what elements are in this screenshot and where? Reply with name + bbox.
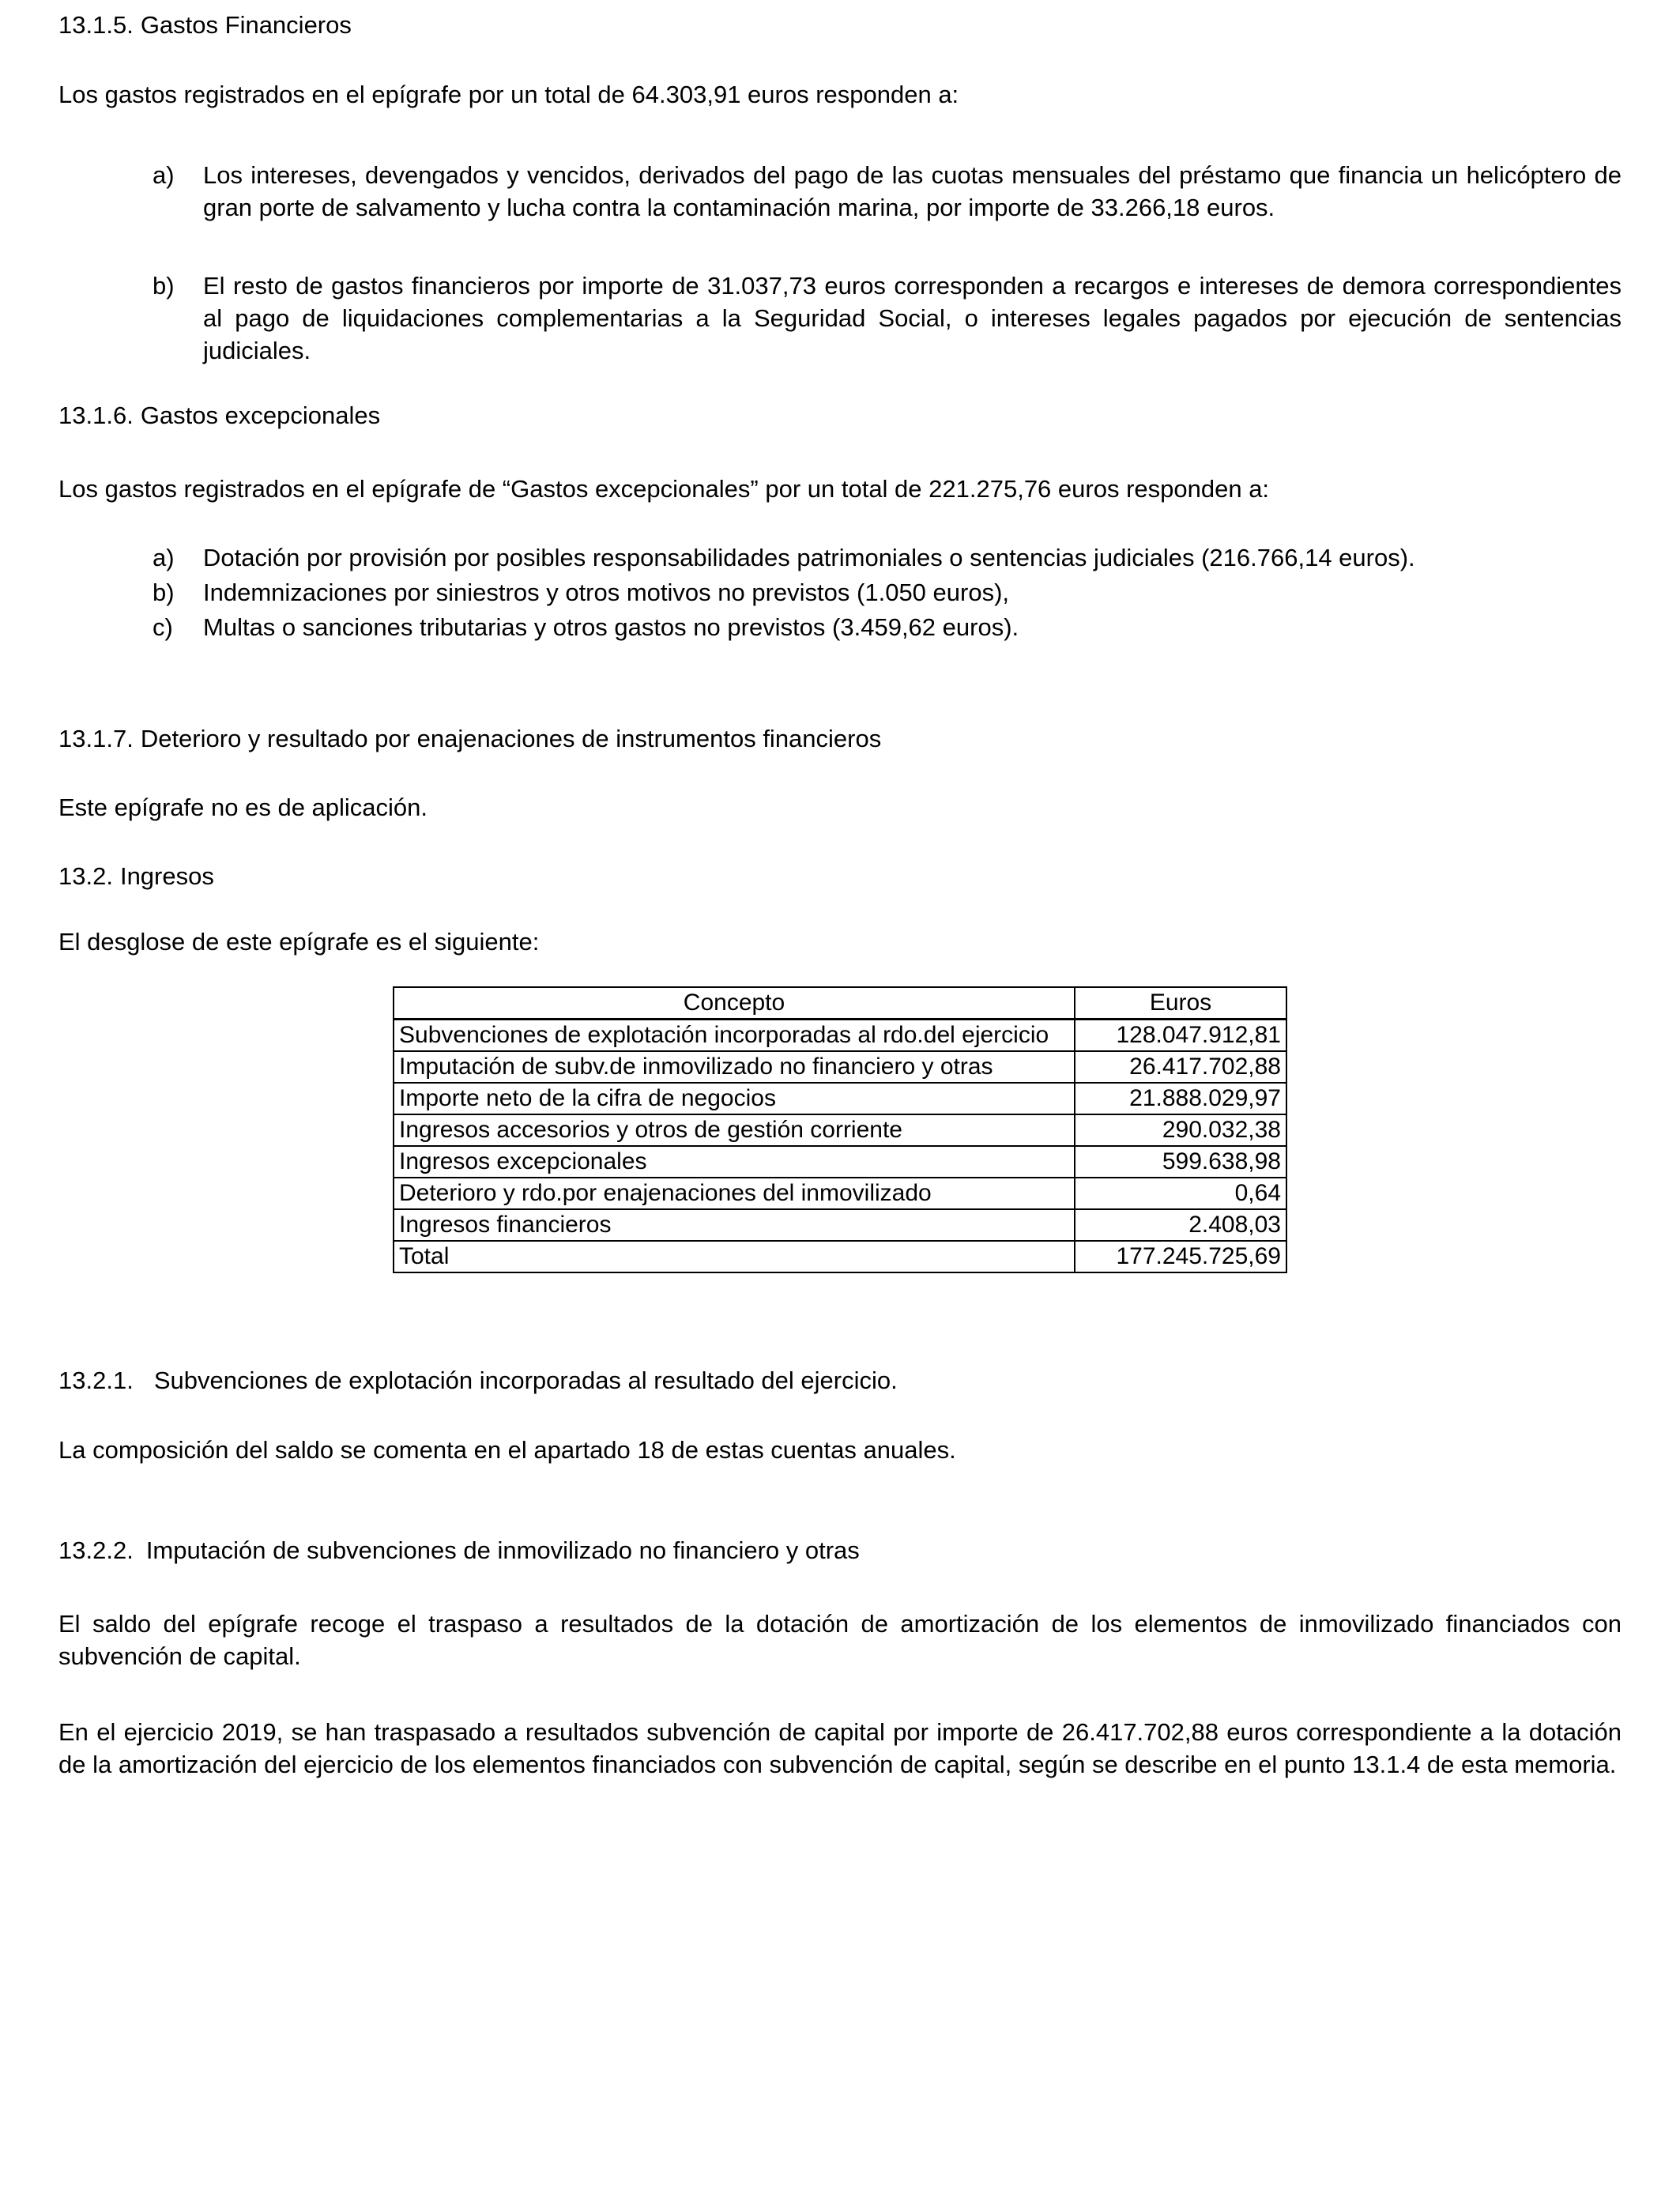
table-header-euros: Euros [1075,987,1286,1020]
cell-euros: 2.408,03 [1075,1209,1286,1241]
cell-euros: 26.417.702,88 [1075,1051,1286,1083]
section-number: 13.2.2. [58,1536,134,1564]
ingresos-table [393,986,1287,1273]
section-number: 13.2. [58,862,113,890]
table-row [394,1051,1286,1083]
cell-concepto: Importe neto de la cifra de negocios [394,1083,1075,1114]
cell-euros: 177.245.725,69 [1075,1241,1286,1272]
table-row [394,1083,1286,1114]
paragraph-gastos-excepcionales-intro: Los gastos registrados en el epígrafe de “Gastos excepcionales” por un total de 221.275,76 euros responden a: [58,475,1270,503]
section-heading-13-1-5 [58,9,1622,41]
section-heading-13-1-6 [58,399,1622,432]
section-title: Subvenciones de explotación incorporadas al resultado del ejercicio. [153,1367,898,1394]
section-heading-13-2-2 [58,1534,1622,1566]
list-text: El resto de gastos financieros por importe de 31.037,73 euros corresponden a recargos e intereses de demora correspondientes al pago de liquidaciones complementarias a la Seguridad Social, o intereses legales pagados por ejecución de sentencias judiciales. [203,272,1622,364]
table-row [394,1209,1286,1241]
table-row [394,1241,1286,1272]
cell-concepto: Deterioro y rdo.por enajenaciones del inmovilizado [394,1178,1075,1209]
paragraph-ejercicio-2019: En el ejercicio 2019, se han traspasado a resultados subvención de capital por importe de 26.417.702,88 euros correspondiente a la dotación de la amortización del ejercicio de los elementos financiados con subvención de capital, según se describe en el punto 13.1.4 de esta memoria. [58,1718,1622,1778]
section-title: Gastos Financieros [140,11,352,39]
paragraph-no-aplicacion: Este epígrafe no es de aplicación. [58,794,428,821]
cell-concepto: Ingresos accesorios y otros de gestión corriente [394,1114,1075,1146]
section-title: Imputación de subvenciones de inmovilizado no financiero y otras [145,1536,860,1564]
cell-concepto: Ingresos financieros [394,1209,1075,1241]
section-title: Deterioro y resultado por enajenaciones de instrumentos financieros [140,725,882,752]
section-number: 13.1.6. [58,401,134,429]
list-text: Indemnizaciones por siniestros y otros motivos no previstos (1.050 euros), [203,579,1010,606]
paragraph-gastos-financieros-intro: Los gastos registrados en el epígrafe por un total de 64.303,91 euros responden a: [58,81,959,108]
list-text: Multas o sanciones tributarias y otros gastos no previstos (3.459,62 euros). [203,613,1019,641]
table-row [394,1114,1286,1146]
cell-euros: 21.888.029,97 [1075,1083,1286,1114]
table-row [394,1178,1286,1209]
list-marker: a) [153,544,175,571]
section-number: 13.1.5. [58,11,134,39]
cell-euros: 128.047.912,81 [1075,1020,1286,1052]
section-number: 13.1.7. [58,725,134,752]
paragraph-saldo-epigrafe: El saldo del epígrafe recoge el traspaso a resultados de la dotación de amortización de los elementos de inmovilizado financiados con subvención de capital. [58,1610,1622,1670]
paragraph-composicion-saldo: La composición del saldo se comenta en el apartado 18 de estas cuentas anuales. [58,1436,956,1464]
table-header-concepto: Concepto [394,987,1075,1020]
list-text: Dotación por provisión por posibles responsabilidades patrimoniales o sentencias judiciales (216.766,14 euros). [203,544,1415,571]
cell-concepto: Subvenciones de explotación incorporadas al rdo.del ejercicio [394,1020,1075,1052]
section-heading-13-2 [58,860,1622,892]
list-marker: b) [153,272,175,300]
list-marker: b) [153,579,175,606]
paragraph-desglose-intro: El desglose de este epígrafe es el siguiente: [58,928,540,956]
section-heading-13-2-1 [58,1364,1622,1397]
table-row [394,1020,1286,1052]
gastos-excepcionales-list [58,541,1622,643]
list-item [58,541,1622,574]
section-heading-13-1-7 [58,722,1622,755]
section-title: Gastos excepcionales [140,401,381,429]
section-title: Ingresos [119,862,214,890]
list-marker: a) [153,161,175,189]
list-text: Los intereses, devengados y vencidos, derivados del pago de las cuotas mensuales del préstamo que financia un helicóptero de gran porte de salvamento y lucha contra la contaminación marina, por importe de 33.266,18 euros. [203,161,1622,221]
list-item [58,159,1622,224]
cell-concepto: Ingresos excepcionales [394,1146,1075,1178]
cell-euros: 290.032,38 [1075,1114,1286,1146]
table-header-row [394,987,1286,1020]
list-marker: c) [153,613,173,641]
table-row [394,1146,1286,1178]
list-item [58,270,1622,367]
cell-euros: 599.638,98 [1075,1146,1286,1178]
list-item [58,611,1622,643]
cell-euros: 0,64 [1075,1178,1286,1209]
cell-concepto: Imputación de subv.de inmovilizado no financiero y otras [394,1051,1075,1083]
section-number: 13.2.1. [58,1367,134,1394]
cell-concepto: Total [394,1241,1075,1272]
list-item [58,576,1622,609]
